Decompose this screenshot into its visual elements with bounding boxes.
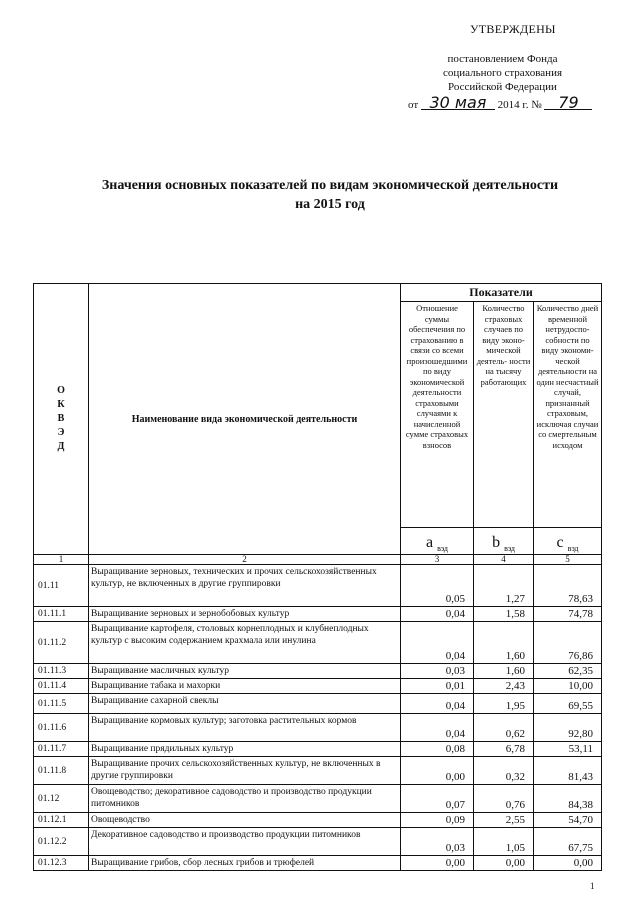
value-c: 74,78 (534, 607, 602, 622)
activity-name: Выращивание табака и махорки (89, 679, 401, 694)
value-a: 0,07 (401, 785, 474, 813)
col-number-1: 1 (34, 555, 89, 565)
value-b: 1,27 (474, 565, 534, 607)
okved-code: 01.11 (34, 565, 89, 607)
value-a: 0,00 (401, 757, 474, 785)
table-row (34, 565, 602, 607)
approved-heading: УТВЕРЖДЕНЫ (470, 22, 556, 36)
table-row (34, 742, 602, 757)
table-row (34, 813, 602, 828)
table-row (34, 607, 602, 622)
value-b: 1,95 (474, 694, 534, 714)
value-b: 2,55 (474, 813, 534, 828)
title-line-1: Значения основных показателей по видам экономической деятельности (101, 178, 559, 193)
col-number-4: 4 (474, 555, 534, 565)
col-number-5: 5 (534, 555, 602, 565)
activity-name: Выращивание зерновых, технических и прочих сельскохозяйственных культур, не включенных в другие группировки (89, 565, 401, 607)
value-c: 92,80 (534, 714, 602, 742)
value-a: 0,04 (401, 714, 474, 742)
value-b: 0,76 (474, 785, 534, 813)
value-a: 0,04 (401, 607, 474, 622)
table-row (34, 664, 602, 679)
col-number-2: 2 (89, 555, 401, 565)
value-c: 67,75 (534, 828, 602, 856)
col-number-3: 3 (401, 555, 474, 565)
value-c: 53,11 (534, 742, 602, 757)
document-title (40, 176, 620, 214)
decree-line-2: социального страхования (442, 67, 563, 79)
value-a: 0,03 (401, 828, 474, 856)
title-line-2: на 2015 год (295, 197, 365, 212)
decree-line-1: постановлением Фонда (447, 53, 558, 65)
okved-code: 01.11.8 (34, 757, 89, 785)
value-a: 0,04 (401, 622, 474, 664)
okved-code: 01.11.7 (34, 742, 89, 757)
value-b: 0,62 (474, 714, 534, 742)
year-text: 2014 г. № (497, 99, 542, 111)
value-b: 0,00 (474, 856, 534, 871)
value-b: 0,32 (474, 757, 534, 785)
okved-code: 01.11.2 (34, 622, 89, 664)
activity-name: Выращивание прядильных культур (89, 742, 401, 757)
value-c: 0,00 (534, 856, 602, 871)
activity-name: Декоративное садоводство и производство продукции питомников (89, 828, 401, 856)
okved-code: 01.12 (34, 785, 89, 813)
header-col4: Количество страховых случаев по виду эконо- мической деятель- ности на тысячу работающих (474, 302, 534, 528)
value-a: 0,09 (401, 813, 474, 828)
symbol-a: a $_{вэд}$ (401, 528, 474, 555)
header-indicators: Показатели (401, 284, 602, 302)
handwritten-number: 79 (544, 96, 592, 110)
value-c: 62,35 (534, 664, 602, 679)
header-activity-name: Наименование вида экономической деятельности (89, 284, 401, 555)
okved-code: 01.12.1 (34, 813, 89, 828)
value-b: 6,78 (474, 742, 534, 757)
table-row (34, 622, 602, 664)
activity-name: Овощеводство (89, 813, 401, 828)
decree-date-line (408, 93, 608, 112)
activity-name: Выращивание зерновых и зернобобовых культур (89, 607, 401, 622)
value-a: 0,01 (401, 679, 474, 694)
table-row (34, 714, 602, 742)
table-row (34, 785, 602, 813)
page-number: 1 (590, 881, 595, 891)
activity-name: Выращивание сахарной свеклы (89, 694, 401, 714)
value-c: 84,38 (534, 785, 602, 813)
okved-code: 01.11.1 (34, 607, 89, 622)
table-row (34, 757, 602, 785)
value-a: 0,04 (401, 694, 474, 714)
decree-line-3: Российской Федерации (448, 81, 557, 93)
value-c: 69,55 (534, 694, 602, 714)
value-c: 76,86 (534, 622, 602, 664)
symbol-b: b $_{вэд}$ (474, 528, 534, 555)
value-c: 10,00 (534, 679, 602, 694)
decree-block (405, 52, 600, 94)
date-prefix: от (408, 99, 419, 111)
value-a: 0,03 (401, 664, 474, 679)
value-c: 54,70 (534, 813, 602, 828)
table-row (34, 679, 602, 694)
activity-name: Овощеводство; декоративное садоводство и производство продукции питомников (89, 785, 401, 813)
okved-code: 01.12.2 (34, 828, 89, 856)
value-a: 0,00 (401, 856, 474, 871)
header-col3: Отношение суммы обеспечения по страхованию в связи со всеми произошедшими по виду экономической деятельности страховыми случаями к начисленной сумме страховых взносов (401, 302, 474, 528)
value-a: 0,08 (401, 742, 474, 757)
activity-name: Выращивание грибов, сбор лесных грибов и трюфелей (89, 856, 401, 871)
okved-code: 01.11.6 (34, 714, 89, 742)
okved-code: 01.11.4 (34, 679, 89, 694)
value-b: 1,60 (474, 622, 534, 664)
value-a: 0,05 (401, 565, 474, 607)
value-b: 1,58 (474, 607, 534, 622)
value-b: 1,60 (474, 664, 534, 679)
activity-name: Выращивание масличных культур (89, 664, 401, 679)
activity-name: Выращивание картофеля, столовых корнеплодных и клубнеплодных культур с высоким содержанием крахмала или инулина (89, 622, 401, 664)
okved-code: 01.12.3 (34, 856, 89, 871)
table-row (34, 856, 602, 871)
activity-name: Выращивание кормовых культур; заготовка растительных кормов (89, 714, 401, 742)
okved-label: О К В Э Д (57, 385, 65, 452)
header-okved (34, 284, 89, 555)
okved-code: 01.11.5 (34, 694, 89, 714)
header-col5: Количество дней временной нетрудоспо- собности по виду экономи- ческой деятельности на один несчастный случай, признанный страховым, исключая случаи со смертельным исходом (534, 302, 602, 528)
value-b: 1,05 (474, 828, 534, 856)
value-c: 78,63 (534, 565, 602, 607)
activity-name: Выращивание прочих сельскохозяйственных культур, не включенных в другие группировки (89, 757, 401, 785)
table-row (34, 694, 602, 714)
value-b: 2,43 (474, 679, 534, 694)
handwritten-date: 30 мая (421, 96, 495, 110)
indicators-table (33, 283, 602, 871)
okved-code: 01.11.3 (34, 664, 89, 679)
value-c: 81,43 (534, 757, 602, 785)
symbol-c: c $_{вэд}$ (534, 528, 602, 555)
table-row (34, 828, 602, 856)
